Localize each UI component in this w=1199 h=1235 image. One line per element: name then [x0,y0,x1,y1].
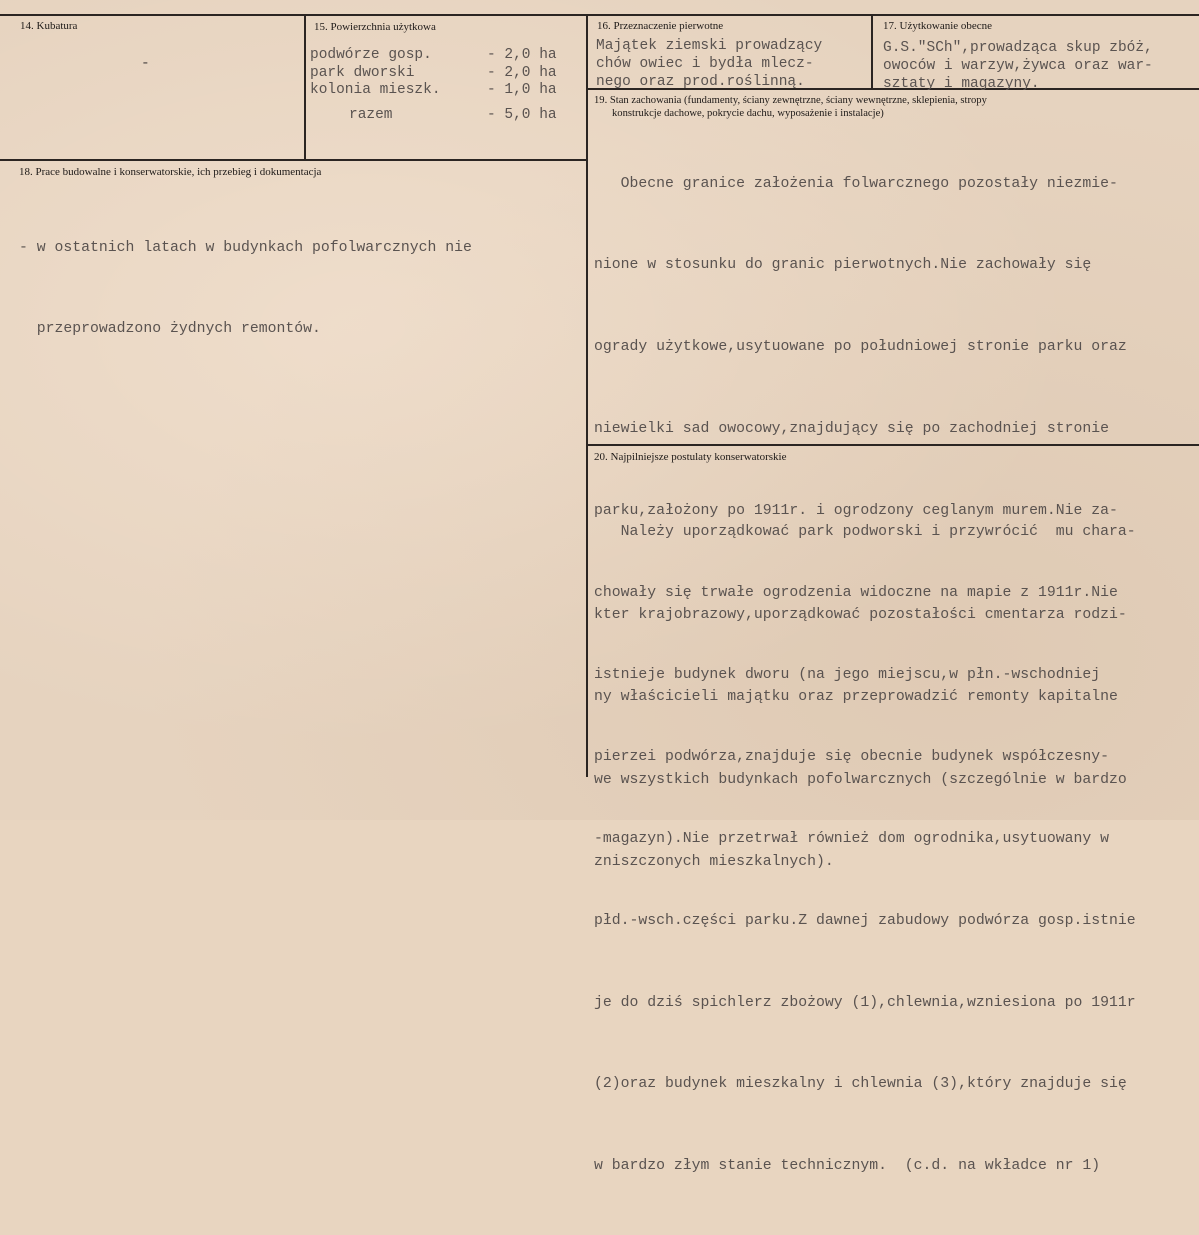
text-line: parku,założony po 1911r. i ogrodzony ceglanym murem.Nie za- [594,503,1118,520]
area-total-amount: - 5,0 ha [487,107,557,123]
section-16-header: 16. Przeznaczenie pierwotne [597,20,724,32]
text-line: zniszczonych mieszkalnych). [594,854,834,870]
area-row-amount: - 1,0 ha [487,82,557,98]
text-line: Obecne granice założenia folwarcznego pozostały niezmie- [594,175,1118,192]
text-line: Majątek ziemski prowadzący [596,38,823,54]
text-line: we wszystkich budynkach pofolwarcznych (szczególnie w bardzo [594,771,1127,788]
divider-14-15 [304,15,306,160]
section-17-header: 17. Użytkowanie obecne [883,20,993,32]
text-line: owoców i warzyw,żywca oraz war- [883,58,1153,74]
text-line: sztaty i magazyny. [883,76,1040,92]
text-line: -magazyn).Nie przetrwał również dom ogrodnika,usytuowany w [594,830,1110,847]
divider-16-17 [871,15,873,89]
area-row-label: kolonia mieszk. [310,82,441,98]
section-18-text [19,181,472,397]
text-line: ogrady użytkowe,usytuowane po południowej stronie parku oraz [594,339,1127,356]
section-17-text [883,39,1153,93]
text-line: Należy uporządkować park podworski i przywrócić mu chara- [594,524,1136,540]
section-19-header: 19. Stan zachowania (fundamenty, ściany zewnętrzne, ściany wewnętrzne, sklepienia, stropy [594,95,987,106]
area-row-label: podwórze gosp. [310,47,432,63]
section-14-header: 14. Kubatura [20,20,78,32]
area-row-amount: - 2,0 ha [487,47,557,63]
text-line: je do dziś spichlerz zbożowy (1),chlewnia,wzniesiona po 1911r [594,994,1136,1011]
text-line: istnieje budynek dworu (na jego miejscu,w płn.-wschodniej [594,666,1101,683]
section-20-text [594,464,1136,932]
text-line: - w ostatnich latach w budynkach pofolwarcznych nie [19,240,472,256]
text-line: kter krajobrazowy,uporządkować pozostałości cmentarza rodzi- [594,606,1127,623]
top-rule [0,14,1199,16]
text-line: nego oraz prod.roślinną. [596,74,805,90]
section-18-header: 18. Prace budowalne i konserwatorskie, ich przebieg i dokumentacja [19,166,322,178]
text-line: chowały się trwałe ogrodzenia widoczne na mapie z 1911r.Nie [594,585,1118,602]
section-20-header: 20. Najpilniejsze postulaty konserwatorskie [594,451,787,463]
text-line: chów owiec i bydła mlecz- [596,56,814,72]
main-vertical-divider [586,15,588,777]
section-16-text [596,37,822,91]
text-line: pierzei podwórza,znajduje się obecnie budynek współczesny- [594,748,1110,765]
section-19-header-continued: konstrukcje dachowe, pokrycie dachu, wyposażenie i instalacje) [612,108,884,119]
text-line: w bardzo złym stanie technicznym. (c.d. na wkładce nr 1) [594,1158,1101,1175]
section-14-value: - [141,56,150,72]
text-line: niewielki sad owocowy,znajdujący się po zachodniej stronie [594,421,1110,438]
section-15-header: 15. Powierzchnia użytkowa [314,21,436,33]
text-line: płd.-wsch.części parku.Z dawnej zabudowy podwórza gosp.istnie [594,912,1136,929]
text-line: przeprowadzono żydnych remontów. [19,321,321,337]
area-row-label: park dworski [310,65,415,81]
text-line: ny właścicieli majątku oraz przeprowadzić remonty kapitalne [594,689,1118,705]
text-line: G.S."SCh",prowadząca skup zbóż, [883,40,1153,56]
area-row-amount: - 2,0 ha [487,65,557,81]
text-line: (2)oraz budynek mieszkalny i chlewnia (3),który znajduje się [594,1076,1127,1093]
area-total-label: razem [349,107,393,123]
rule-below-14-15 [0,159,587,161]
text-line: nione w stosunku do granic pierwotnych.Nie zachowały się [594,257,1092,274]
